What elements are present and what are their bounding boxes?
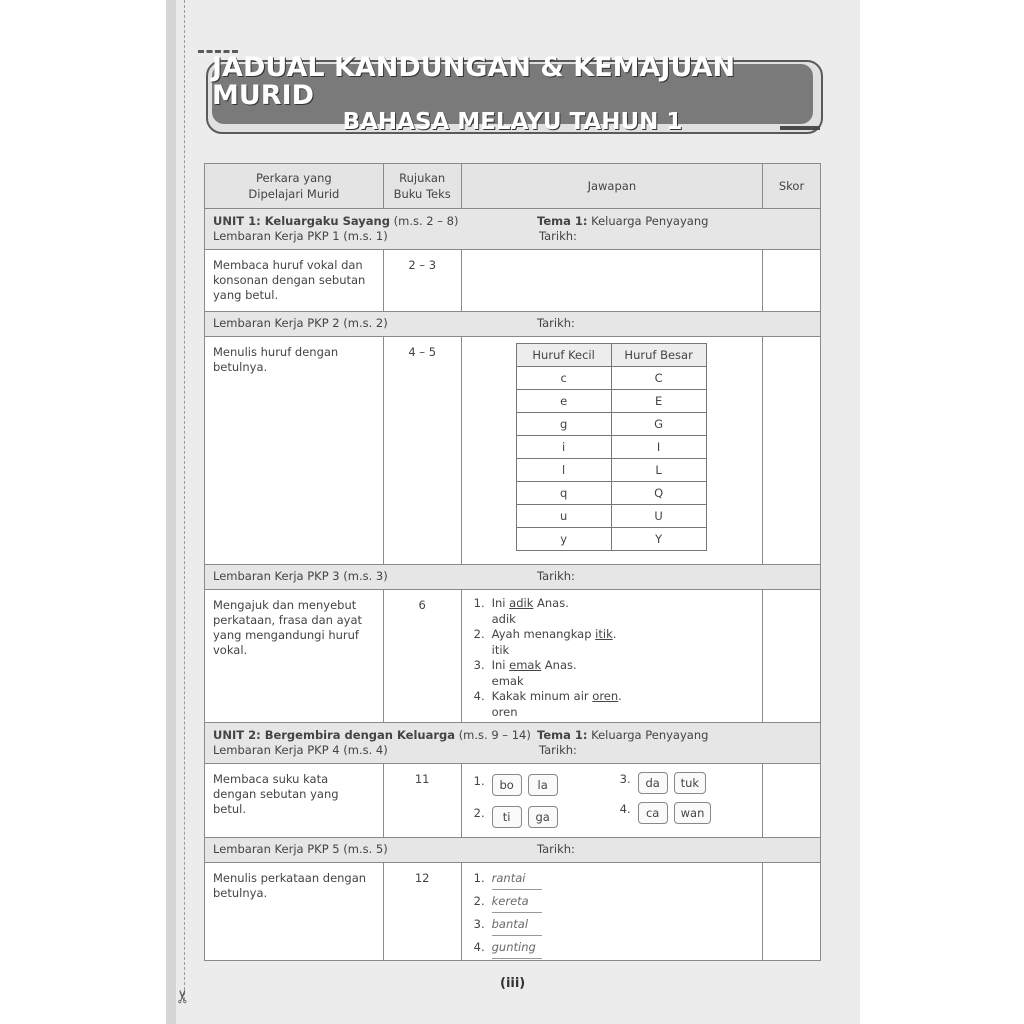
unit-2-pages: (m.s. 9 – 14) bbox=[458, 728, 531, 742]
pkp1-ref: 2 – 3 bbox=[383, 250, 461, 312]
tema-name: Keluarga Penyayang bbox=[591, 728, 709, 742]
pkp5-answer: 4. gunting bbox=[474, 936, 762, 959]
pkp3-section bbox=[205, 565, 821, 590]
pkp2-jawapan bbox=[461, 337, 762, 565]
pkp1-perkara: Membaca huruf vokal dan konsonan dengan sebutan yang betul. bbox=[205, 250, 384, 312]
pkp3-jawapan bbox=[461, 590, 762, 723]
cut-line bbox=[184, 0, 185, 1000]
title-shadow-decoration bbox=[780, 126, 820, 130]
pkp5-jawapan bbox=[461, 863, 762, 961]
pkp5-section bbox=[205, 838, 821, 863]
huruf-table bbox=[516, 343, 707, 551]
pkp3-answer: 1. Ini adik Anas. adik bbox=[473, 596, 569, 626]
tarikh-label: Tarikh: bbox=[539, 229, 577, 243]
huruf-row: i I bbox=[516, 436, 706, 459]
huruf-besar-header: Huruf Besar bbox=[611, 344, 706, 367]
pkp2-skor[interactable] bbox=[763, 337, 821, 565]
pkp4-item: 1. bo la bbox=[474, 774, 564, 796]
unit-1-pages: (m.s. 2 – 8) bbox=[393, 214, 459, 228]
unit-1-lembaran: Lembaran Kerja PKP 1 (m.s. 1) bbox=[213, 229, 388, 243]
unit-2-section bbox=[205, 723, 821, 764]
pkp5-lembaran: Lembaran Kerja PKP 5 (m.s. 5) bbox=[213, 842, 388, 856]
pkp3-answer: 2. Ayah menangkap itik. itik bbox=[473, 627, 617, 657]
pkp3-answer: 4. Kakak minum air oren. oren bbox=[473, 689, 622, 719]
unit-1-section bbox=[205, 209, 821, 250]
header-perkara: Perkara yang Dipelajari Murid bbox=[205, 164, 384, 209]
pkp1-skor[interactable] bbox=[763, 250, 821, 312]
pkp3-answer: 3. Ini emak Anas. emak bbox=[473, 658, 577, 688]
title-line-1: JADUAL KANDUNGAN & KEMAJUAN MURID bbox=[212, 51, 736, 111]
huruf-row: c C bbox=[516, 367, 706, 390]
page-edge bbox=[166, 0, 176, 1024]
pkp4-jawapan bbox=[461, 764, 762, 838]
unit-1-title: UNIT 1: Keluargaku Sayang bbox=[213, 214, 390, 228]
tema-label: Tema 1: bbox=[537, 214, 588, 228]
pkp5-answer: 3. bantal bbox=[474, 913, 762, 936]
pkp5-skor[interactable] bbox=[763, 863, 821, 961]
progress-table bbox=[204, 163, 821, 961]
tarikh-label: Tarikh: bbox=[539, 743, 577, 757]
pkp4-ref: 11 bbox=[383, 764, 461, 838]
pkp3-perkara: Mengajuk dan menyebut perkataan, frasa dan ayat yang mengandungi huruf vokal. bbox=[205, 590, 384, 723]
header-rujukan: Rujukan Buku Teks bbox=[383, 164, 461, 209]
huruf-row: l L bbox=[516, 459, 706, 482]
pkp3-ref: 6 bbox=[383, 590, 461, 723]
huruf-row: g G bbox=[516, 413, 706, 436]
huruf-row: u U bbox=[516, 505, 706, 528]
pkp5-perkara: Menulis perkataan dengan betulnya. bbox=[205, 863, 384, 961]
huruf-row: e E bbox=[516, 390, 706, 413]
header-jawapan: Jawapan bbox=[461, 164, 762, 209]
pkp4-item: 3. da tuk bbox=[620, 772, 712, 794]
huruf-row: y Y bbox=[516, 528, 706, 551]
pkp1-jawapan[interactable] bbox=[461, 250, 762, 312]
pkp3-skor[interactable] bbox=[763, 590, 821, 723]
pkp3-tarikh: Tarikh: bbox=[537, 569, 575, 583]
unit-2-lembaran: Lembaran Kerja PKP 4 (m.s. 4) bbox=[213, 743, 388, 757]
huruf-kecil-header: Huruf Kecil bbox=[516, 344, 611, 367]
tema-label: Tema 1: bbox=[537, 728, 588, 742]
page-number: (iii) bbox=[500, 976, 526, 991]
pkp5-answer: 2. kereta bbox=[474, 890, 762, 913]
unit-2-title: UNIT 2: Bergembira dengan Keluarga bbox=[213, 728, 456, 742]
pkp4-perkara: Membaca suku kata dengan sebutan yang betul. bbox=[205, 764, 384, 838]
pkp4-item: 4. ca wan bbox=[620, 802, 718, 824]
pkp2-perkara: Menulis huruf dengan betulnya. bbox=[205, 337, 384, 565]
scissors-icon: ✂ bbox=[173, 988, 195, 1005]
pkp3-lembaran: Lembaran Kerja PKP 3 (m.s. 3) bbox=[213, 569, 388, 583]
pkp2-section bbox=[205, 312, 821, 337]
title-line-2: BAHASA MELAYU TAHUN 1 bbox=[342, 109, 683, 136]
pkp5-tarikh: Tarikh: bbox=[537, 842, 575, 856]
tema-name: Keluarga Penyayang bbox=[591, 214, 709, 228]
pkp4-item: 2. ti ga bbox=[474, 806, 564, 828]
pkp2-lembaran: Lembaran Kerja PKP 2 (m.s. 2) bbox=[213, 316, 388, 330]
page-title bbox=[212, 51, 813, 136]
pkp2-tarikh: Tarikh: bbox=[537, 316, 575, 330]
pkp5-answer: 1. rantai bbox=[474, 867, 762, 890]
pkp2-ref: 4 – 5 bbox=[383, 337, 461, 565]
pkp4-skor[interactable] bbox=[763, 764, 821, 838]
header-skor: Skor bbox=[763, 164, 821, 209]
huruf-row: q Q bbox=[516, 482, 706, 505]
pkp5-ref: 12 bbox=[383, 863, 461, 961]
